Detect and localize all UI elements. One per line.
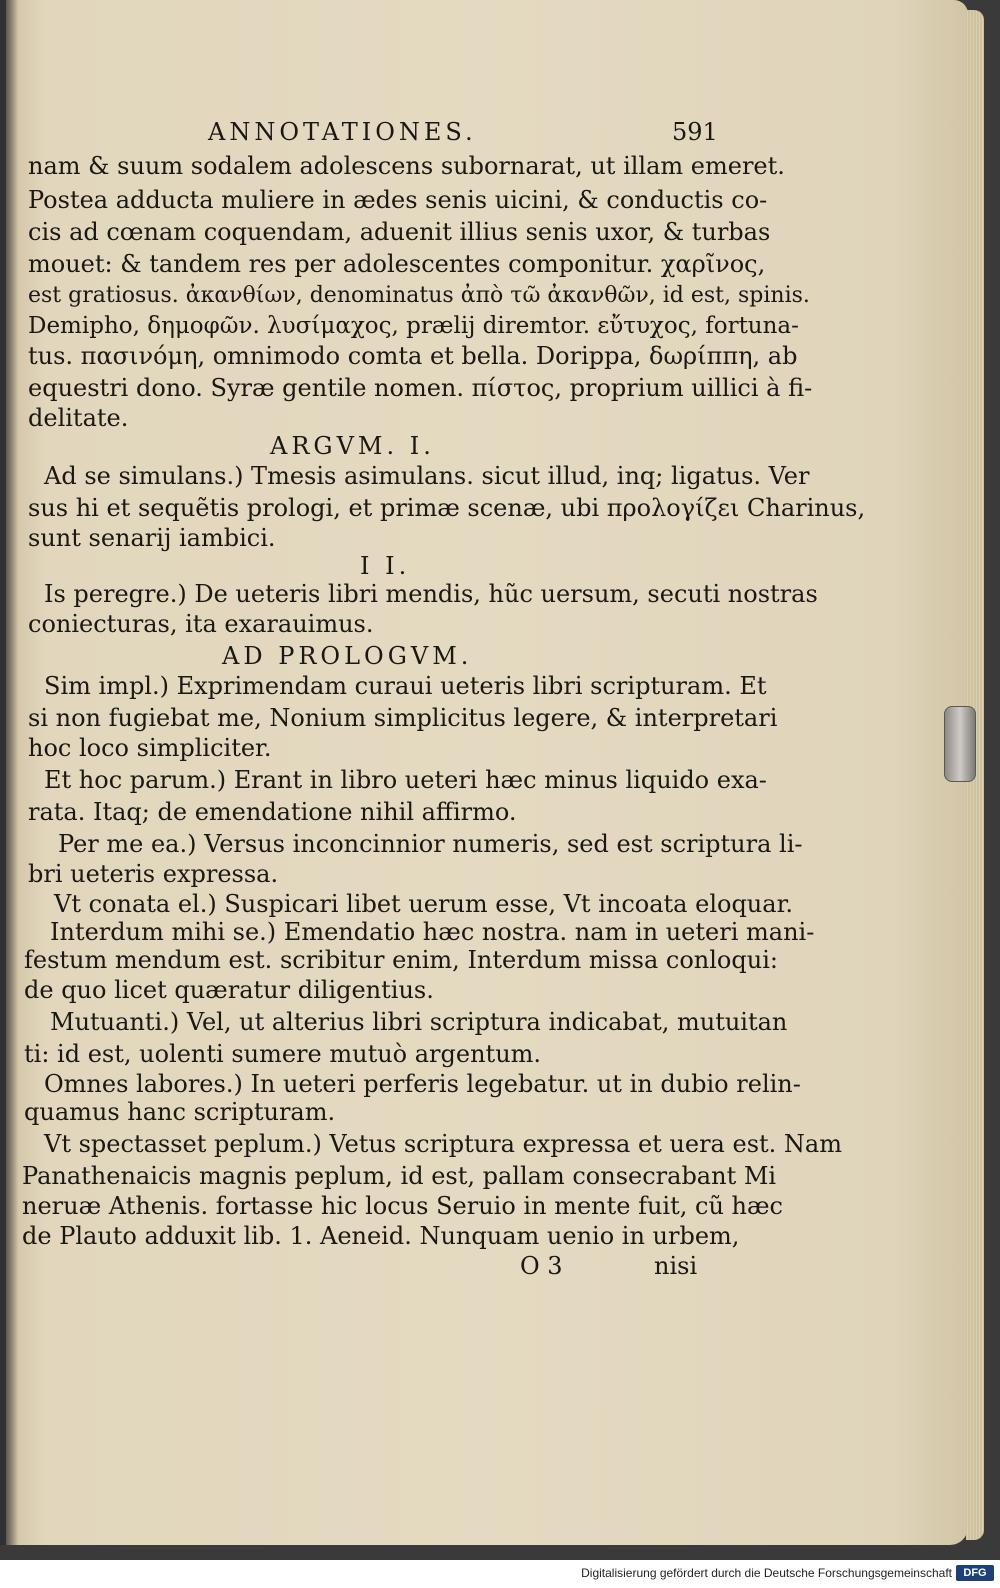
text-line: tus. πασινόμη, omnimodo comta et bella. Dorippa, δωρίππη, ab [28,342,798,370]
page-number: 591 [672,118,718,146]
text-line: sunt senarij iambici. [28,524,276,552]
text-line: hoc loco simpliciter. [28,734,272,762]
footer-credit: Digitalisierung gefördert durch die Deutsche Forschungsgemeinschaft [581,1566,952,1580]
gutter-shadow [0,0,18,1545]
text-line: si non fugiebat me, Nonium simplicitus legere, & interpretari [28,704,778,732]
dfg-logo: DFG [956,1565,994,1581]
text-line: Sim impl.) Exprimendam curaui ueteris libri scripturam. Et [44,672,767,700]
text-line: est gratiosus. ἀκανθίων, denominatus ἀπὸ τῶ ἀκανθῶν, id est, spinis. [28,283,810,308]
text-line: Mutuanti.) Vel, ut alterius libri scriptura indicabat, mutuitan [50,1008,788,1036]
text-line: Postea adducta muliere in ædes senis uicini, & conductis co- [28,186,768,214]
text-line: Omnes labores.) In ueteri perferis legebatur. ut in dubio relin- [44,1070,801,1098]
text-line: de quo licet quæratur diligentius. [24,976,434,1004]
text-line: Per me ea.) Versus inconcinnior numeris, sed est scriptura li- [58,830,803,858]
text-line: neruæ Athenis. fortasse hic locus Seruio in mente fuit, cũ hæc [22,1192,783,1220]
bookmark-strap [944,706,976,782]
text-line: nam & suum sodalem adolescens subornarat, ut illam emeret. [28,152,785,180]
digitization-footer [0,1560,1000,1588]
text-line: rata. Itaq; de emendatione nihil affirmo. [28,798,517,826]
running-title: ANNOTATIONES. [208,118,477,146]
text-line: Vt spectasset peplum.) Vetus scriptura expressa et uera est. Nam [44,1130,842,1158]
text-line: Demipho, δημοφῶν. λυσίμαχος, prælij diremtor. εὔτυχος, fortuna- [28,313,799,339]
text-line: Vt conata el.) Suspicari libet uerum esse, Vt incoata eloquar. [54,890,794,918]
text-line: sus hi et sequẽtis prologi, et primæ scenæ, ubi προλογίζει Charinus, [28,494,866,522]
text-line: equestri dono. Syræ gentile nomen. πίστος, proprium uillici à fi- [28,374,813,402]
text-line: Ad se simulans.) Tmesis asimulans. sicut illud, inq; ligatus. Ver [44,462,810,490]
text-line: delitate. [28,404,129,432]
signature-mark: O 3 [520,1252,563,1280]
text-line: Panathenaicis magnis peplum, id est, pallam consecrabant Mi [22,1162,777,1190]
section-heading-prologum: AD PROLOGVM. [222,642,473,670]
text-line: cis ad cœnam coquendam, aduenit illius senis uxor, & turbas [28,218,771,246]
text-line: mouet: & tandem res per adolescentes componitur. χαρῖνος, [28,250,766,278]
text-line: de Plauto adduxit lib. 1. Aeneid. Nunquam uenio in urbem, [22,1222,740,1250]
text-line: Is peregre.) De ueteris libri mendis, hũc uersum, secuti nostras [44,580,818,608]
text-line: Interdum mihi se.) Emendatio hæc nostra. nam in ueteri mani- [50,918,815,946]
text-line: Et hoc parum.) Erant in libro ueteri hæc minus liquido exa- [44,766,767,794]
text-line: coniecturas, ita exarauimus. [28,610,374,638]
catchword: nisi [654,1252,698,1280]
text-line: quamus hanc scripturam. [24,1098,336,1126]
text-line: ti: id est, uolenti sumere mutuò argentum. [24,1040,542,1068]
text-line: bri ueteris expressa. [28,860,279,888]
section-heading-ii: I I. [360,552,411,580]
section-heading-argum: ARGVM. I. [270,432,435,460]
text-line: festum mendum est. scribitur enim, Interdum missa conloqui: [24,946,778,974]
